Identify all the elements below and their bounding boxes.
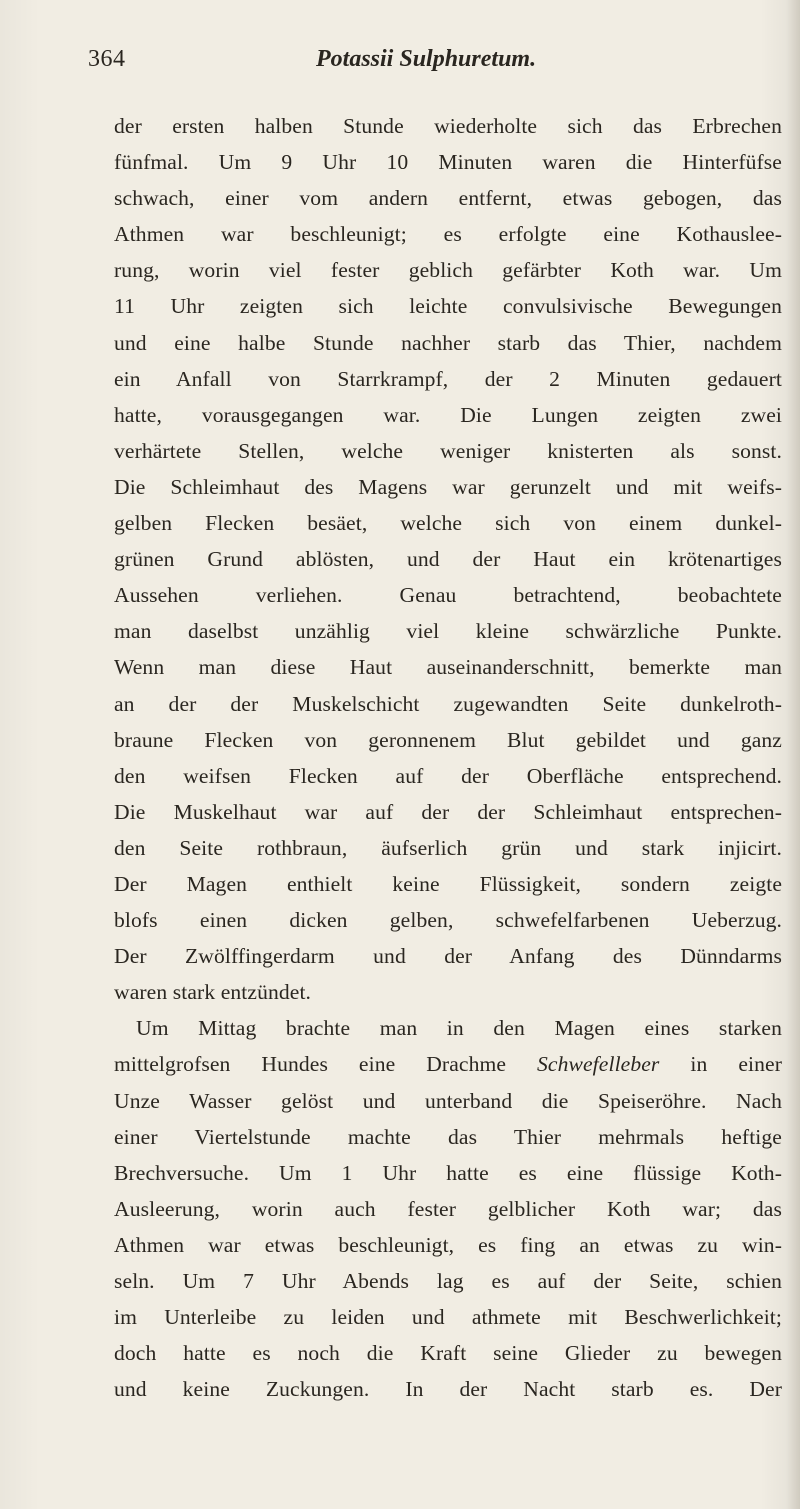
text-line: Athmen war etwas beschleunigt, es fing an etwas zu win- (114, 1232, 782, 1257)
text-line: Aussehen verliehen. Genau betrachtend, beobachtete (114, 583, 782, 608)
text-line: Der Zwölffingerdarm und der Anfang des Dünndarms (114, 944, 782, 969)
running-title: Potassii Sulphuretum. (316, 46, 537, 72)
text-line: Ausleerung, worin auch fester gelblicher Koth war; das (114, 1196, 782, 1221)
text-line: Die Schleimhaut des Magens war gerunzelt und mit weifs- (114, 474, 782, 499)
text-line: einer Viertelstunde machte das Thier mehrmals heftige (114, 1124, 782, 1149)
text-line: verhärtete Stellen, welche weniger knisterten als sonst. (114, 438, 782, 463)
text-line: seln. Um 7 Uhr Abends lag es auf der Seite, schien (114, 1269, 782, 1293)
page-edge-shadow (786, 0, 800, 1509)
text-segment: in einer (659, 1052, 782, 1077)
text-line: schwach, einer vom andern entfernt, etwas gebogen, das (114, 186, 782, 211)
italic-term: Schwefelleber (537, 1052, 660, 1077)
text-line: den weifsen Flecken auf der Oberfläche entsprechend. (114, 763, 782, 788)
text-line: blofs einen dicken gelben, schwefelfarbenen Ueberzug. (114, 908, 782, 933)
text-line: Die Muskelhaut war auf der der Schleimhaut entsprechen- (114, 799, 782, 824)
text-line: rung, worin viel fester geblich gefärbter Koth war. Um (114, 258, 782, 283)
page-number: 364 (88, 46, 126, 72)
text-line: und eine halbe Stunde nachher starb das Thier, nachdem (114, 330, 782, 355)
body-text (114, 108, 782, 1407)
text-line: fünfmal. Um 9 Uhr 10 Minuten waren die Hinterfüfse (114, 150, 782, 175)
text-line: Unze Wasser gelöst und unterband die Speiseröhre. Nach (114, 1088, 782, 1113)
text-segment: mittelgrofsen Hundes eine Drachme (114, 1052, 538, 1077)
text-line: Der Magen enthielt keine Flüssigkeit, sondern zeigte (114, 871, 782, 896)
text-line: hatte, vorausgegangen war. Die Lungen zeigten zwei (114, 402, 782, 427)
text-line: waren stark entzündet. (114, 980, 312, 1005)
text-line: und keine Zuckungen. In der Nacht starb es. Der (114, 1377, 782, 1402)
text-line: grünen Grund ablösten, und der Haut ein krötenartiges (114, 547, 782, 572)
text-line (114, 1046, 782, 1082)
page-header (0, 46, 800, 86)
text-line: 11 Uhr zeigten sich leichte convulsivische Bewegungen (114, 294, 782, 319)
text-line: im Unterleibe zu leiden und athmete mit Beschwerlichkeit; (114, 1305, 782, 1330)
text-line: Brechversuche. Um 1 Uhr hatte es eine flüssige Koth- (114, 1160, 782, 1185)
text-line: gelben Flecken besäet, welche sich von einem dunkel- (114, 511, 782, 536)
text-line: doch hatte es noch die Kraft seine Glieder zu bewegen (114, 1341, 782, 1366)
text-line: Athmen war beschleunigt; es erfolgte eine Kothauslee- (114, 222, 782, 247)
text-line: den Seite rothbraun, äufserlich grün und stark injicirt. (114, 835, 782, 860)
text-line: der ersten halben Stunde wiederholte sich das Erbrechen (114, 114, 782, 138)
text-line: Wenn man diese Haut auseinanderschnitt, bemerkte man (114, 655, 782, 680)
text-line: an der der Muskelschicht zugewandten Seite dunkelroth- (114, 691, 782, 716)
paragraph-first-line: Um Mittag brachte man in den Magen eines starken (136, 1016, 782, 1041)
text-line: ein Anfall von Starrkrampf, der 2 Minuten gedauert (114, 366, 782, 391)
text-line: braune Flecken von geronnenem Blut gebildet und ganz (114, 727, 782, 752)
text-line: man daselbst unzählig viel kleine schwärzliche Punkte. (114, 619, 782, 644)
